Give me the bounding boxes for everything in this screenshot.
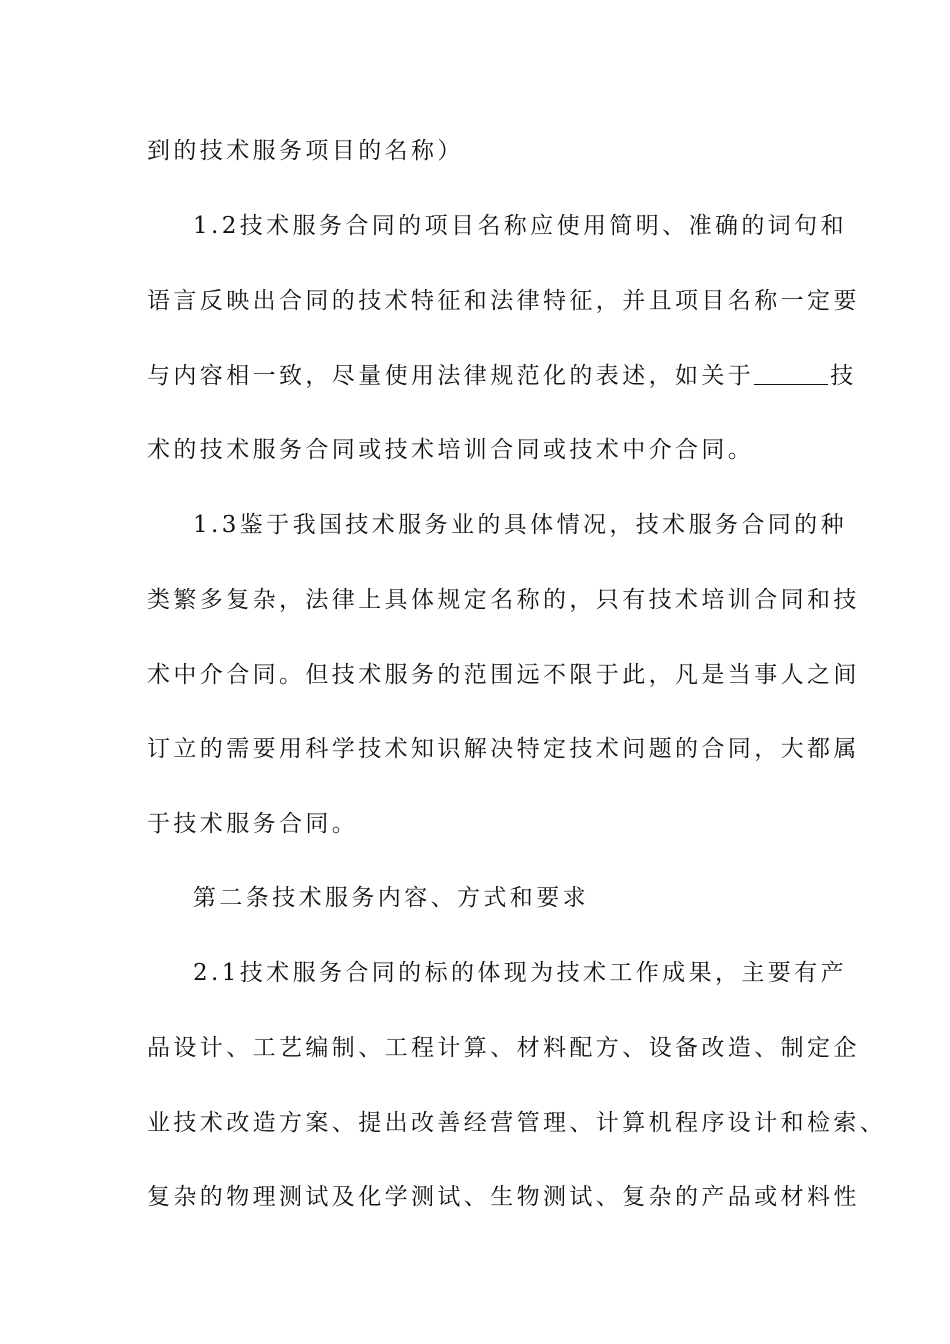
- text-line: 术中介合同。但技术服务的范围远不限于此，凡是当事人之间: [147, 662, 860, 688]
- text-line: 于技术服务合同。: [147, 811, 359, 837]
- text-line: 类繁多复杂，法律上具体规定名称的，只有技术培训合同和技: [147, 587, 860, 613]
- text-line: 业技术改造方案、提出改善经营管理、计算机程序设计和检索、: [147, 1110, 887, 1136]
- text-line: [147, 358, 857, 394]
- text-line: 语言反映出合同的技术特征和法律特征，并且项目名称一定要: [147, 288, 860, 314]
- text-line: 品设计、工艺编制、工程计算、材料配方、设备改造、制定企: [147, 1035, 860, 1061]
- text-span: 与内容相一致，尽量使用法律规范化的表述，如关于: [147, 363, 755, 389]
- section-heading: 第二条技术服务内容、方式和要求: [193, 885, 589, 911]
- text-line: 到的技术服务项目的名称）: [147, 138, 464, 164]
- text-line: 订立的需要用科学技术知识解决特定技术问题的合同，大都属: [147, 736, 860, 762]
- text-line: 术的技术服务合同或技术培训合同或技术中介合同。: [147, 437, 755, 463]
- text-line: 1.3鉴于我国技术服务业的具体情况，技术服务合同的种: [193, 512, 847, 538]
- text-line: 1.2技术服务合同的项目名称应使用简明、准确的词句和: [193, 213, 847, 239]
- text-line: 复杂的物理测试及化学测试、生物测试、复杂的产品或材料性: [147, 1184, 860, 1210]
- text-span: 技: [830, 363, 857, 389]
- fill-in-blank: [754, 364, 828, 385]
- text-line: 2.1技术服务合同的标的体现为技术工作成果，主要有产: [193, 960, 847, 986]
